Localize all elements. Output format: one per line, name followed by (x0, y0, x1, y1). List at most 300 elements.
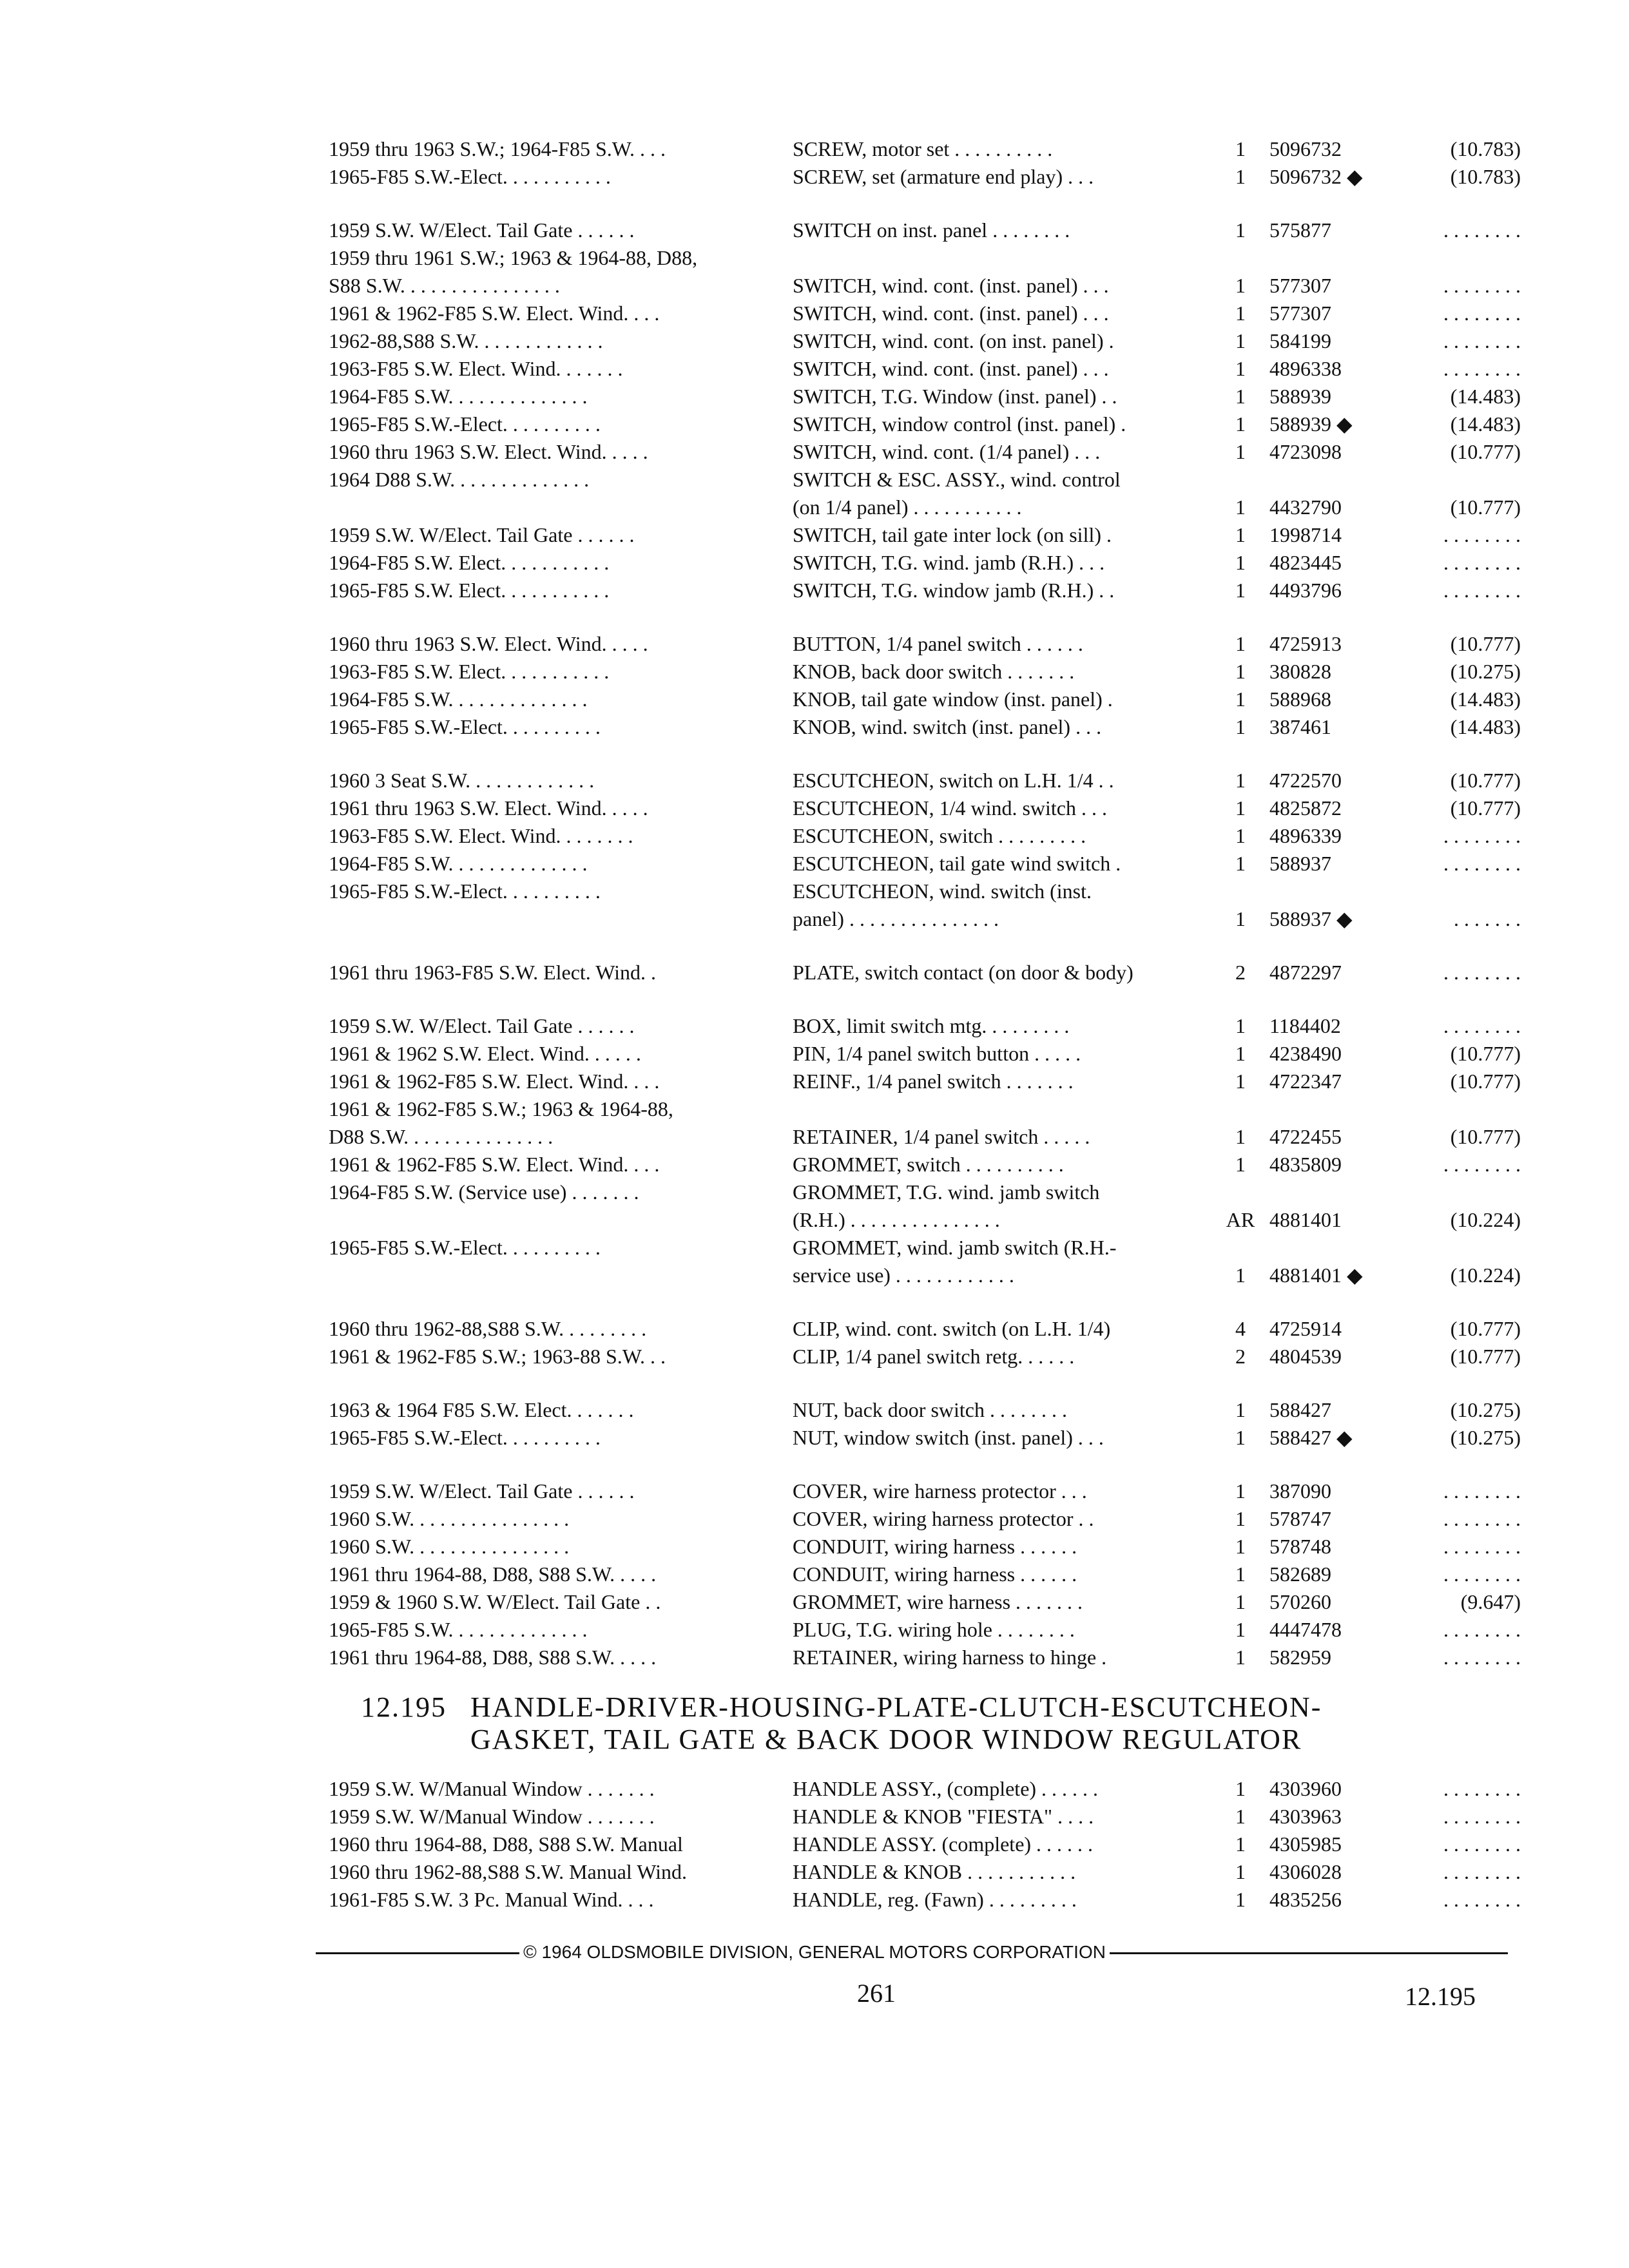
part-number-cell: 570260 (1269, 1590, 1331, 1613)
model-cell: 1965-F85 S.W.-Elect. . . . . . . . . . (329, 715, 601, 738)
description-cell: PIN, 1/4 panel switch button . . . . . (793, 1042, 1081, 1065)
table-row (329, 822, 1521, 850)
part-number-cell: 4881401 (1269, 1208, 1342, 1231)
quantity-cell: 1 (1235, 302, 1246, 325)
model-cell: 1964-F85 S.W. . . . . . . . . . . . . . (329, 385, 588, 408)
model-cell: 1965-F85 S.W.-Elect. . . . . . . . . . (329, 1236, 601, 1259)
description-cell: HANDLE & KNOB . . . . . . . . . . . (793, 1860, 1076, 1883)
model-cell: 1964-F85 S.W. (Service use) . . . . . . . (329, 1180, 639, 1204)
table-row (329, 1831, 1521, 1858)
model-cell: 1964-F85 S.W. . . . . . . . . . . . . . (329, 687, 588, 711)
model-cell: 1961 thru 1963-F85 S.W. Elect. Wind. . (329, 961, 657, 984)
reference-cell: (10.777) (1450, 1345, 1521, 1368)
model-cell: 1959 S.W. W/Elect. Tail Gate . . . . . . (329, 1479, 635, 1503)
table-row (329, 410, 1521, 438)
description-cell: GROMMET, T.G. wind. jamb switch (793, 1180, 1100, 1204)
description-cell: CONDUIT, wiring harness . . . . . . (793, 1562, 1077, 1586)
description-cell: HANDLE, reg. (Fawn) . . . . . . . . . (793, 1888, 1077, 1911)
reference-cell: . . . . . . . . (1443, 357, 1521, 380)
description-cell: SWITCH, T.G. wind. jamb (R.H.) . . . (793, 551, 1105, 574)
reference-cell: . . . . . . . . (1443, 1832, 1521, 1856)
model-cell: 1964-F85 S.W. Elect. . . . . . . . . . . (329, 551, 610, 574)
quantity-cell: 2 (1235, 1345, 1246, 1368)
table-row (329, 959, 1521, 986)
description-cell: RETAINER, 1/4 panel switch . . . . . (793, 1125, 1090, 1148)
table-row (329, 438, 1521, 466)
quantity-cell: 1 (1235, 1014, 1246, 1037)
quantity-cell: 1 (1235, 1426, 1246, 1449)
part-number-cell: 4722570 (1269, 769, 1342, 792)
quantity-cell: 1 (1235, 579, 1246, 602)
table-row (329, 794, 1521, 822)
description-cell: ESCUTCHEON, switch on L.H. 1/4 . . (793, 769, 1114, 792)
description-cell: SWITCH, T.G. Window (inst. panel) . . (793, 385, 1117, 408)
model-cell: 1965-F85 S.W. Elect. . . . . . . . . . . (329, 579, 610, 602)
description-cell: PLATE, switch contact (on door & body) (793, 961, 1133, 984)
table-row (329, 1234, 1521, 1262)
quantity-cell: 1 (1235, 1153, 1246, 1176)
part-number-cell: 380828 (1269, 660, 1331, 683)
model-cell: 1965-F85 S.W.-Elect. . . . . . . . . . (329, 879, 601, 903)
part-number-cell: 4303963 (1269, 1805, 1342, 1828)
footer-section-number: 12.195 (1405, 1982, 1476, 2011)
quantity-cell: 1 (1235, 1860, 1246, 1883)
page-number: 261 (857, 1979, 896, 2008)
part-number-cell: 4835809 (1269, 1153, 1342, 1176)
reference-cell: . . . . . . . . (1443, 1153, 1521, 1176)
reference-cell: . . . . . . . . (1443, 1777, 1521, 1800)
part-number-cell: 4722347 (1269, 1070, 1342, 1093)
table-row (329, 1858, 1521, 1886)
reference-cell: (10.777) (1450, 1042, 1521, 1065)
part-number-cell: 5096732 (1269, 137, 1342, 160)
description-cell: HANDLE ASSY., (complete) . . . . . . (793, 1777, 1099, 1800)
quantity-cell: 1 (1235, 137, 1246, 160)
part-number-cell: 4825872 (1269, 796, 1342, 820)
table-row (329, 1396, 1521, 1424)
table-row (329, 1151, 1521, 1178)
table-row (329, 658, 1521, 686)
part-number-cell: 387090 (1269, 1479, 1331, 1503)
quantity-cell: 1 (1235, 412, 1246, 436)
part-number-cell: 578748 (1269, 1535, 1331, 1558)
part-number-cell: 4725914 (1269, 1317, 1342, 1340)
quantity-cell: 1 (1235, 385, 1246, 408)
description-cell: PLUG, T.G. wiring hole . . . . . . . . (793, 1618, 1075, 1641)
model-cell: 1961 thru 1963 S.W. Elect. Wind. . . . . (329, 796, 648, 820)
table-row (329, 1505, 1521, 1533)
part-number-cell: 577307 (1269, 274, 1331, 297)
quantity-cell: 1 (1235, 1479, 1246, 1503)
model-cell: 1961 & 1962-F85 S.W. Elect. Wind. . . . (329, 1070, 660, 1093)
quantity-cell: 1 (1235, 769, 1246, 792)
reference-cell: (14.483) (1450, 385, 1521, 408)
part-number-cell: 5096732 ◆ (1269, 165, 1363, 188)
description-cell: SWITCH, wind. cont. (1/4 panel) . . . (793, 440, 1101, 463)
part-number-cell: 4722455 (1269, 1125, 1342, 1148)
description-cell: SWITCH & ESC. ASSY., wind. control (793, 468, 1121, 491)
description-cell: (on 1/4 panel) . . . . . . . . . . . (793, 495, 1022, 519)
table-row (329, 1343, 1521, 1370)
description-cell: BOX, limit switch mtg. . . . . . . . . (793, 1014, 1070, 1037)
description-cell: SWITCH, wind. cont. (inst. panel) . . . (793, 357, 1109, 380)
reference-cell: (10.777) (1450, 495, 1521, 519)
model-cell: 1965-F85 S.W.-Elect. . . . . . . . . . (329, 412, 601, 436)
model-cell: 1961 thru 1964-88, D88, S88 S.W. . . . . (329, 1646, 657, 1669)
model-cell: 1960 thru 1963 S.W. Elect. Wind. . . . . (329, 632, 648, 655)
model-cell: 1959 S.W. W/Elect. Tail Gate . . . . . . (329, 218, 635, 242)
reference-cell: . . . . . . . . (1443, 579, 1521, 602)
part-number-cell: 4823445 (1269, 551, 1342, 574)
part-number-cell: 582689 (1269, 1562, 1331, 1586)
reference-cell: (9.647) (1460, 1590, 1521, 1613)
model-cell: 1959 S.W. W/Elect. Tail Gate . . . . . . (329, 1014, 635, 1037)
part-number-cell: 4493796 (1269, 579, 1342, 602)
part-number-cell: 4872297 (1269, 961, 1342, 984)
description-cell: (R.H.) . . . . . . . . . . . . . . . (793, 1208, 1000, 1231)
model-cell: 1963-F85 S.W. Elect. . . . . . . . . . . (329, 660, 610, 683)
description-cell: ESCUTCHEON, 1/4 wind. switch . . . (793, 796, 1107, 820)
reference-cell: . . . . . . . . (1443, 961, 1521, 984)
description-cell: SWITCH, T.G. window jamb (R.H.) . . (793, 579, 1115, 602)
model-cell: 1961 thru 1964-88, D88, S88 S.W. . . . . (329, 1562, 657, 1586)
part-number-cell: 588939 ◆ (1269, 412, 1353, 436)
description-cell: panel) . . . . . . . . . . . . . . . (793, 907, 999, 930)
reference-cell: (10.777) (1450, 1070, 1521, 1093)
description-cell: GROMMET, switch . . . . . . . . . . (793, 1153, 1064, 1176)
table-row (329, 1068, 1521, 1095)
model-cell: 1961-F85 S.W. 3 Pc. Manual Wind. . . . (329, 1888, 654, 1911)
model-cell: 1960 thru 1963 S.W. Elect. Wind. . . . . (329, 440, 648, 463)
model-cell: S88 S.W. . . . . . . . . . . . . . . . (329, 274, 560, 297)
table-row (329, 905, 1521, 933)
quantity-cell: 1 (1235, 1042, 1246, 1065)
quantity-cell: 1 (1235, 687, 1246, 711)
model-cell: 1959 thru 1961 S.W.; 1963 & 1964-88, D88, (329, 246, 698, 269)
description-cell: KNOB, back door switch . . . . . . . (793, 660, 1075, 683)
part-number-cell: 4432790 (1269, 495, 1342, 519)
table-row (329, 300, 1521, 327)
table-row (329, 521, 1521, 549)
reference-cell: (14.483) (1450, 687, 1521, 711)
reference-cell: (10.777) (1450, 1125, 1521, 1148)
model-cell: 1964-F85 S.W. . . . . . . . . . . . . . (329, 852, 588, 875)
part-number-cell: 588968 (1269, 687, 1331, 711)
part-number-cell: 4804539 (1269, 1345, 1342, 1368)
quantity-cell: 1 (1235, 824, 1246, 847)
model-cell: 1963 & 1964 F85 S.W. Elect. . . . . . . (329, 1398, 634, 1421)
part-number-cell: 4238490 (1269, 1042, 1342, 1065)
description-cell: CONDUIT, wiring harness . . . . . . (793, 1535, 1077, 1558)
quantity-cell: 1 (1235, 852, 1246, 875)
table-row (329, 850, 1521, 878)
description-cell: NUT, window switch (inst. panel) . . . (793, 1426, 1104, 1449)
table-row (329, 713, 1521, 741)
quantity-cell: 1 (1235, 1590, 1246, 1613)
description-cell: RETAINER, wiring harness to hinge . (793, 1646, 1107, 1669)
model-cell: 1963-F85 S.W. Elect. Wind. . . . . . . (329, 357, 623, 380)
model-cell: 1959 S.W. W/Manual Window . . . . . . . (329, 1805, 655, 1828)
part-number-cell: 387461 (1269, 715, 1331, 738)
quantity-cell: 1 (1235, 551, 1246, 574)
model-cell: 1961 & 1962-F85 S.W.; 1963-88 S.W. . . (329, 1345, 666, 1368)
section-title-line2: GASKET, TAIL GATE & BACK DOOR WINDOW REGULATOR (470, 1724, 1302, 1755)
part-number-cell: 588937 ◆ (1269, 907, 1353, 930)
quantity-cell: 4 (1235, 1317, 1246, 1340)
model-cell: 1961 & 1962-F85 S.W. Elect. Wind. . . . (329, 302, 660, 325)
quantity-cell: 1 (1235, 796, 1246, 820)
reference-cell: . . . . . . . . (1443, 1507, 1521, 1530)
reference-cell: (10.777) (1450, 796, 1521, 820)
part-number-cell: 584199 (1269, 329, 1331, 352)
copyright-text: © 1964 OLDSMOBILE DIVISION, GENERAL MOTORS CORPORATION (519, 1942, 1110, 1962)
reference-cell: (10.275) (1450, 1426, 1521, 1449)
table-row (329, 272, 1521, 300)
section-title-line1: HANDLE-DRIVER-HOUSING-PLATE-CLUTCH-ESCUTCHEON- (470, 1691, 1322, 1723)
parts-list-upper (329, 135, 1521, 1671)
reference-cell: . . . . . . . . (1443, 218, 1521, 242)
table-row (329, 216, 1521, 244)
reference-cell: . . . . . . . . (1443, 1888, 1521, 1911)
description-cell: CLIP, wind. cont. switch (on L.H. 1/4) (793, 1317, 1111, 1340)
table-row (329, 327, 1521, 355)
model-cell: D88 S.W. . . . . . . . . . . . . . . (329, 1125, 554, 1148)
model-cell: 1959 & 1960 S.W. W/Elect. Tail Gate . . (329, 1590, 661, 1613)
reference-cell: . . . . . . . . (1443, 1618, 1521, 1641)
quantity-cell: 1 (1235, 523, 1246, 546)
description-cell: SCREW, set (armature end play) . . . (793, 165, 1094, 188)
model-cell: 1960 S.W. . . . . . . . . . . . . . . . (329, 1535, 570, 1558)
reference-cell: (10.777) (1450, 769, 1521, 792)
model-cell: 1961 & 1962 S.W. Elect. Wind. . . . . . (329, 1042, 641, 1065)
reference-cell: . . . . . . . (1454, 907, 1521, 930)
description-cell: SWITCH on inst. panel . . . . . . . . (793, 218, 1070, 242)
part-number-cell: 588939 (1269, 385, 1331, 408)
table-row (329, 577, 1521, 604)
quantity-cell: 1 (1235, 218, 1246, 242)
reference-cell: (10.783) (1450, 137, 1521, 160)
table-row (329, 1012, 1521, 1040)
part-number-cell: 4835256 (1269, 1888, 1342, 1911)
table-row (329, 163, 1521, 191)
reference-cell: . . . . . . . . (1443, 274, 1521, 297)
description-cell: CLIP, 1/4 panel switch retg. . . . . . (793, 1345, 1075, 1368)
reference-cell: (10.275) (1450, 660, 1521, 683)
part-number-cell: 1184402 (1269, 1014, 1341, 1037)
part-number-cell: 1998714 (1269, 523, 1342, 546)
description-cell: GROMMET, wire harness . . . . . . . (793, 1590, 1083, 1613)
quantity-cell: 1 (1235, 1832, 1246, 1856)
parts-list-lower (329, 1775, 1521, 1914)
model-cell: 1960 S.W. . . . . . . . . . . . . . . . (329, 1507, 570, 1530)
quantity-cell: 1 (1235, 1562, 1246, 1586)
table-row (329, 1588, 1521, 1616)
table-row (329, 767, 1521, 794)
model-cell: 1960 thru 1962-88,S88 S.W. Manual Wind. (329, 1860, 688, 1883)
description-cell: SWITCH, window control (inst. panel) . (793, 412, 1126, 436)
description-cell: SWITCH, wind. cont. (on inst. panel) . (793, 329, 1114, 352)
table-row (329, 1644, 1521, 1671)
model-cell: 1960 thru 1964-88, D88, S88 S.W. Manual (329, 1832, 683, 1856)
section-number: 12.195 (361, 1691, 447, 1723)
description-cell: ESCUTCHEON, switch . . . . . . . . . (793, 824, 1086, 847)
part-number-cell: 588937 (1269, 852, 1331, 875)
section-heading (361, 1691, 1456, 1756)
table-row (329, 549, 1521, 577)
reference-cell: (10.777) (1450, 440, 1521, 463)
description-cell: service use) . . . . . . . . . . . . (793, 1264, 1014, 1287)
reference-cell: . . . . . . . . (1443, 551, 1521, 574)
table-row (329, 1561, 1521, 1588)
model-cell: 1961 & 1962-F85 S.W.; 1963 & 1964-88, (329, 1097, 673, 1120)
part-number-cell: 4896338 (1269, 357, 1342, 380)
model-cell: 1965-F85 S.W.-Elect. . . . . . . . . . (329, 1426, 601, 1449)
table-row (329, 1095, 1521, 1123)
reference-cell: (14.483) (1450, 412, 1521, 436)
reference-cell: . . . . . . . . (1443, 302, 1521, 325)
quantity-cell: 1 (1235, 165, 1246, 188)
part-number-cell: 578747 (1269, 1507, 1331, 1530)
part-number-cell: 4305985 (1269, 1832, 1342, 1856)
model-cell: 1964 D88 S.W. . . . . . . . . . . . . . (329, 468, 590, 491)
part-number-cell: 4881401 ◆ (1269, 1264, 1363, 1287)
table-row (329, 878, 1521, 905)
reference-cell: . . . . . . . . (1443, 1805, 1521, 1828)
model-cell: 1959 S.W. W/Elect. Tail Gate . . . . . . (329, 523, 635, 546)
table-row (329, 1477, 1521, 1505)
reference-cell: (10.783) (1450, 165, 1521, 188)
part-number-cell: 4896339 (1269, 824, 1342, 847)
quantity-cell: 1 (1235, 1264, 1246, 1287)
table-row (329, 1262, 1521, 1289)
table-row (329, 1533, 1521, 1561)
description-cell: COVER, wiring harness protector . . (793, 1507, 1094, 1530)
quantity-cell: 1 (1235, 1070, 1246, 1093)
quantity-cell: 1 (1235, 495, 1246, 519)
quantity-cell: 1 (1235, 1888, 1246, 1911)
quantity-cell: 2 (1235, 961, 1246, 984)
reference-cell: . . . . . . . . (1443, 1479, 1521, 1503)
quantity-cell: 1 (1235, 357, 1246, 380)
quantity-cell: 1 (1235, 1535, 1246, 1558)
table-row (329, 630, 1521, 658)
model-cell: 1961 & 1962-F85 S.W. Elect. Wind. . . . (329, 1153, 660, 1176)
description-cell: ESCUTCHEON, wind. switch (inst. (793, 879, 1092, 903)
description-cell: SWITCH, wind. cont. (inst. panel) . . . (793, 302, 1109, 325)
reference-cell: (10.777) (1450, 632, 1521, 655)
part-number-cell: 588427 ◆ (1269, 1426, 1353, 1449)
quantity-cell: 1 (1235, 1125, 1246, 1148)
model-cell: 1965-F85 S.W.-Elect. . . . . . . . . . . (329, 165, 611, 188)
model-cell: 1963-F85 S.W. Elect. Wind. . . . . . . . (329, 824, 633, 847)
table-row (329, 135, 1521, 163)
description-cell: SWITCH, wind. cont. (inst. panel) . . . (793, 274, 1109, 297)
table-row (329, 466, 1521, 494)
part-number-cell: 4306028 (1269, 1860, 1342, 1883)
quantity-cell: AR (1226, 1208, 1255, 1231)
footer-copyright (0, 1938, 1629, 1966)
part-number-cell: 4447478 (1269, 1618, 1342, 1641)
reference-cell: (14.483) (1450, 715, 1521, 738)
reference-cell: . . . . . . . . (1443, 523, 1521, 546)
quantity-cell: 1 (1235, 274, 1246, 297)
table-row (329, 1886, 1521, 1914)
part-number-cell: 4725913 (1269, 632, 1342, 655)
reference-cell: (10.777) (1450, 1317, 1521, 1340)
description-cell: BUTTON, 1/4 panel switch . . . . . . (793, 632, 1083, 655)
table-row (329, 1040, 1521, 1068)
reference-cell: . . . . . . . . (1443, 329, 1521, 352)
table-row (329, 686, 1521, 713)
table-row (329, 355, 1521, 383)
quantity-cell: 1 (1235, 632, 1246, 655)
reference-cell: . . . . . . . . (1443, 824, 1521, 847)
description-cell: HANDLE ASSY. (complete) . . . . . . (793, 1832, 1094, 1856)
model-cell: 1959 S.W. W/Manual Window . . . . . . . (329, 1777, 655, 1800)
description-cell: HANDLE & KNOB "FIESTA" . . . . (793, 1805, 1094, 1828)
model-cell: 1959 thru 1963 S.W.; 1964-F85 S.W. . . . (329, 137, 666, 160)
quantity-cell: 1 (1235, 1777, 1246, 1800)
quantity-cell: 1 (1235, 1618, 1246, 1641)
quantity-cell: 1 (1235, 1646, 1246, 1669)
reference-cell: (10.224) (1450, 1264, 1521, 1287)
reference-cell: (10.275) (1450, 1398, 1521, 1421)
description-cell: SWITCH, tail gate inter lock (on sill) . (793, 523, 1112, 546)
model-cell: 1960 thru 1962-88,S88 S.W. . . . . . . . . (329, 1317, 647, 1340)
description-cell: GROMMET, wind. jamb switch (R.H.- (793, 1236, 1117, 1259)
part-number-cell: 588427 (1269, 1398, 1331, 1421)
table-row (329, 1178, 1521, 1206)
quantity-cell: 1 (1235, 1805, 1246, 1828)
description-cell: KNOB, wind. switch (inst. panel) . . . (793, 715, 1102, 738)
table-row (329, 244, 1521, 272)
description-cell: NUT, back door switch . . . . . . . . (793, 1398, 1067, 1421)
table-row (329, 383, 1521, 410)
reference-cell: . . . . . . . . (1443, 1646, 1521, 1669)
reference-cell: (10.224) (1450, 1208, 1521, 1231)
quantity-cell: 1 (1235, 440, 1246, 463)
table-row (329, 1775, 1521, 1803)
quantity-cell: 1 (1235, 715, 1246, 738)
model-cell: 1962-88,S88 S.W. . . . . . . . . . . . . (329, 329, 603, 352)
part-number-cell: 577307 (1269, 302, 1331, 325)
table-row (329, 1424, 1521, 1452)
reference-cell: . . . . . . . . (1443, 1860, 1521, 1883)
model-cell: 1965-F85 S.W. . . . . . . . . . . . . . (329, 1618, 588, 1641)
part-number-cell: 4303960 (1269, 1777, 1342, 1800)
description-cell: COVER, wire harness protector . . . (793, 1479, 1087, 1503)
table-row (329, 494, 1521, 521)
table-row (329, 1315, 1521, 1343)
description-cell: SCREW, motor set . . . . . . . . . . (793, 137, 1053, 160)
reference-cell: . . . . . . . . (1443, 1535, 1521, 1558)
table-row (329, 1803, 1521, 1831)
quantity-cell: 1 (1235, 660, 1246, 683)
description-cell: KNOB, tail gate window (inst. panel) . (793, 687, 1113, 711)
table-row (329, 1616, 1521, 1644)
description-cell: REINF., 1/4 panel switch . . . . . . . (793, 1070, 1074, 1093)
part-number-cell: 4723098 (1269, 440, 1342, 463)
description-cell: ESCUTCHEON, tail gate wind switch . (793, 852, 1121, 875)
quantity-cell: 1 (1235, 329, 1246, 352)
part-number-cell: 582959 (1269, 1646, 1331, 1669)
reference-cell: . . . . . . . . (1443, 1562, 1521, 1586)
reference-cell: . . . . . . . . (1443, 1014, 1521, 1037)
quantity-cell: 1 (1235, 1398, 1246, 1421)
quantity-cell: 1 (1235, 1507, 1246, 1530)
part-number-cell: 575877 (1269, 218, 1331, 242)
model-cell: 1960 3 Seat S.W. . . . . . . . . . . . . (329, 769, 595, 792)
